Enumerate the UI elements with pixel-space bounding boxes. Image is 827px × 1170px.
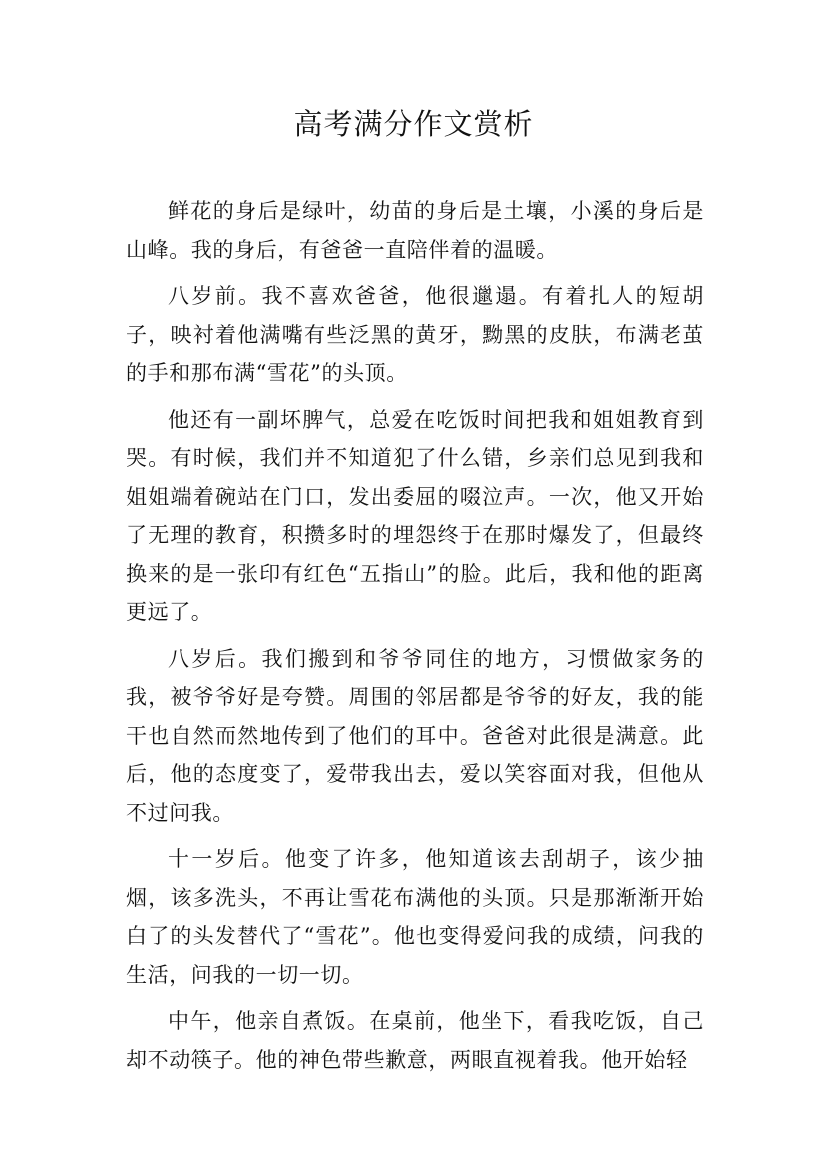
paragraph-3: 他还有一副坏脾气，总爱在吃饭时间把我和姐姐教育到哭。有时候，我们并不知道犯了什么错，乡亲们总见到我和姐姐端着碗站在门口，发出委屈的啜泣声。一次，他又开始了无理的教育，积攒多时的埋怨终于在那时爆发了，但最终换来的是一张印有红色“五指山”的脸。此后，我和他的距离更远了。 bbox=[126, 407, 704, 624]
paragraph-2: 八岁前。我不喜欢爸爸，他很邋遢。有着扎人的短胡子，映衬着他满嘴有些泛黑的黄牙，黝黑的皮肤，布满老茧的手和那布满“雪花”的头顶。 bbox=[126, 284, 704, 385]
document-title: 高考满分作文赏析 bbox=[293, 107, 534, 141]
paragraph-4: 八岁后。我们搬到和爷爷同住的地方，习惯做家务的我，被爷爷好是夸赞。周围的邻居都是爷爷的好友，我的能干也自然而然地传到了他们的耳中。爸爸对此很是满意。此后，他的态度变了，爱带我出去，爱以笑容面对我，但他从不过问我。 bbox=[126, 646, 704, 825]
paragraph-6: 中午，他亲自煮饭。在桌前，他坐下，看我吃饭，自己却不动筷子。他的神色带些歉意，两眼直视着我。他开始轻 bbox=[126, 1009, 704, 1072]
paragraph-1: 鲜花的身后是绿叶，幼苗的身后是土壤，小溪的身后是山峰。我的身后，有爸爸一直陪伴着的温暖。 bbox=[126, 199, 704, 262]
document-body bbox=[126, 192, 704, 1087]
paragraph-5: 十一岁后。他变了许多，他知道该去刮胡子，该少抽烟，该多洗头，不再让雪花布满他的头顶。只是那渐渐开始白了的头发替代了“雪花”。他也变得爱问我的成绩，问我的生活，问我的一切一切。 bbox=[126, 847, 704, 987]
